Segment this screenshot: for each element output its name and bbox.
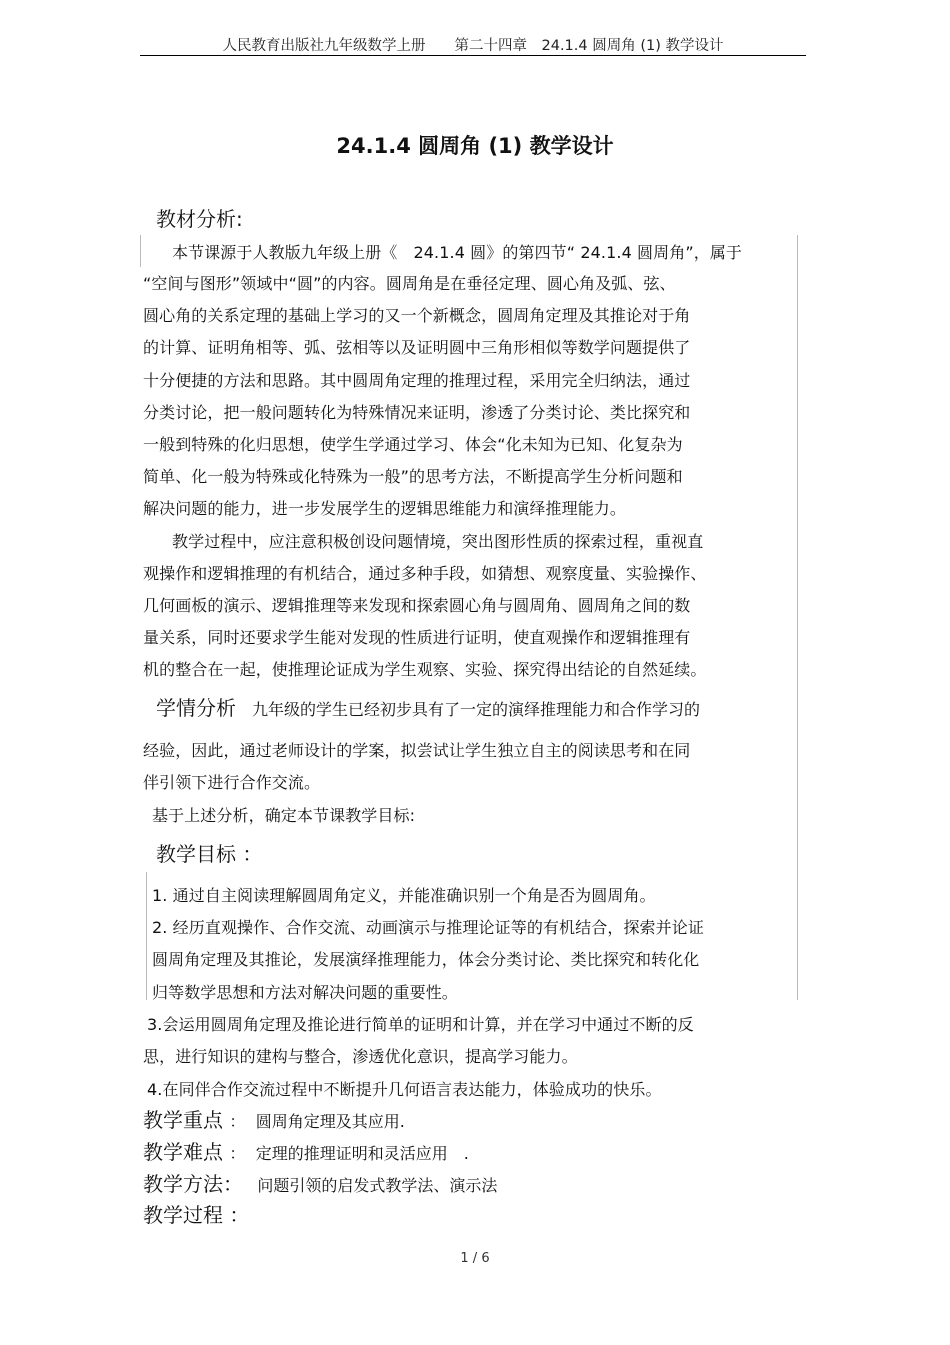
objective-item: 1. 通过自主阅读理解圆周角定义，并能准确识别一个角是否为圆周角。 — [152, 886, 656, 905]
difficulties-sep: ： — [229, 1144, 246, 1163]
objectives-heading: 教学目标 ： — [156, 842, 263, 866]
analysis-line: 圆心角的关系定理的基础上学习的又一个新概念，圆周角定理及其推论对于角 — [143, 306, 691, 325]
left-margin-bar — [140, 235, 141, 267]
running-header — [140, 34, 806, 55]
analysis-line: 十分便捷的方法和思路。其中圆周角定理的推理过程，采用完全归纳法，通过 — [143, 371, 691, 390]
methods-value: 问题引领的启发式教学法、演示法 — [257, 1176, 498, 1195]
analysis-line: 教学过程中，应注意积极创设问题情境，突出图形性质的探索过程，重视直 — [172, 532, 704, 551]
right-margin-bar — [797, 235, 798, 1000]
methods-label: 教学方法： — [143, 1172, 243, 1196]
objectives-left-bar — [146, 872, 147, 1000]
difficulties-value: 定理的推理证明和灵活应用 . — [255, 1144, 469, 1163]
objective-item: 归等数学思想和方法对解决问题的重要性。 — [152, 983, 458, 1002]
header-chapter: 第二十四章 24.1.4 圆周角 (1) 教学设计 — [454, 38, 724, 54]
key-points-sep: ： — [229, 1112, 246, 1131]
key-points-value: 圆周角定理及其应用. — [255, 1112, 405, 1131]
objective-item: 思，进行知识的建构与整合，渗透优化意识，提高学习能力。 — [143, 1047, 578, 1066]
objective-item: 3.会运用圆周角定理及推论进行简单的证明和计算，并在学习中通过不断的反 — [147, 1015, 694, 1034]
objective-transition: 基于上述分析，确定本节课教学目标: — [152, 806, 416, 825]
learner-analysis-inline: 九年级的学生已经初步具有了一定的演绎推理能力和合作学习的 — [252, 700, 701, 719]
learner-line: 伴引领下进行合作交流。 — [143, 773, 321, 792]
key-points-row — [143, 1104, 405, 1133]
page-number: 1 / 6 — [460, 1251, 490, 1266]
objective-item: 4.在同伴合作交流过程中不断提升几何语言表达能力，体验成功的快乐。 — [147, 1080, 662, 1099]
header-rule — [140, 55, 806, 56]
process-heading: 教学过程 ： — [143, 1203, 250, 1227]
objective-item: 2. 经历直观操作、合作交流、动画演示与推理论证等的有机结合，探索并论证 — [152, 918, 704, 937]
learner-analysis-heading — [156, 692, 700, 721]
analysis-line: 本节课源于人教版九年级上册《 24.1.4 圆》的第四节“ 24.1.4 圆周角”，属于 — [172, 243, 743, 262]
analysis-line: 解决问题的能力，进一步发展学生的逻辑思维能力和演绎推理能力。 — [143, 499, 627, 518]
header-book: 人民教育出版社九年级数学上册 — [222, 38, 426, 54]
difficulties-row — [143, 1136, 469, 1165]
analysis-line: 量关系，同时还要求学生能对发现的性质进行证明，使直观操作和逻辑推理有 — [143, 628, 691, 647]
difficulties-label: 教学难点 — [143, 1140, 223, 1164]
methods-row — [143, 1168, 497, 1197]
objective-item: 圆周角定理及其推论，发展演绎推理能力，体会分类讨论、类比探究和转化化 — [152, 950, 700, 969]
analysis-line: “空间与图形”领域中“圆”的内容。圆周角是在垂径定理、圆心角及弧、弦、 — [143, 274, 676, 293]
material-analysis-heading: 教材分析: — [156, 207, 243, 231]
analysis-line: 机的整合在一起，使推理论证成为学生观察、实验、探究得出结论的自然延续。 — [143, 660, 707, 679]
analysis-line: 观操作和逻辑推理的有机结合，通过多种手段，如猜想、观察度量、实验操作、 — [143, 564, 707, 583]
key-points-label: 教学重点 — [143, 1108, 223, 1132]
analysis-line: 简单、化一般为特殊或化特殊为一般”的思考方法，不断提高学生分析问题和 — [143, 467, 683, 486]
analysis-line: 分类讨论，把一般问题转化为特殊情况来证明，渗透了分类讨论、类比探究和 — [143, 403, 691, 422]
analysis-line: 的计算、证明角相等、弧、弦相等以及证明圆中三角形相似等数学问题提供了 — [143, 338, 691, 357]
learner-line: 经验，因此，通过老师设计的学案，拟尝试让学生独立自主的阅读思考和在同 — [143, 741, 691, 760]
document-title: 24.1.4 圆周角 (1) 教学设计 — [336, 134, 614, 158]
analysis-line: 一般到特殊的化归思想，使学生学通过学习、体会“化未知为已知、化复杂为 — [143, 435, 683, 454]
learner-analysis-label: 学情分析 — [156, 696, 236, 720]
analysis-line: 几何画板的演示、逻辑推理等来发现和探索圆心角与圆周角、圆周角之间的数 — [143, 596, 691, 615]
